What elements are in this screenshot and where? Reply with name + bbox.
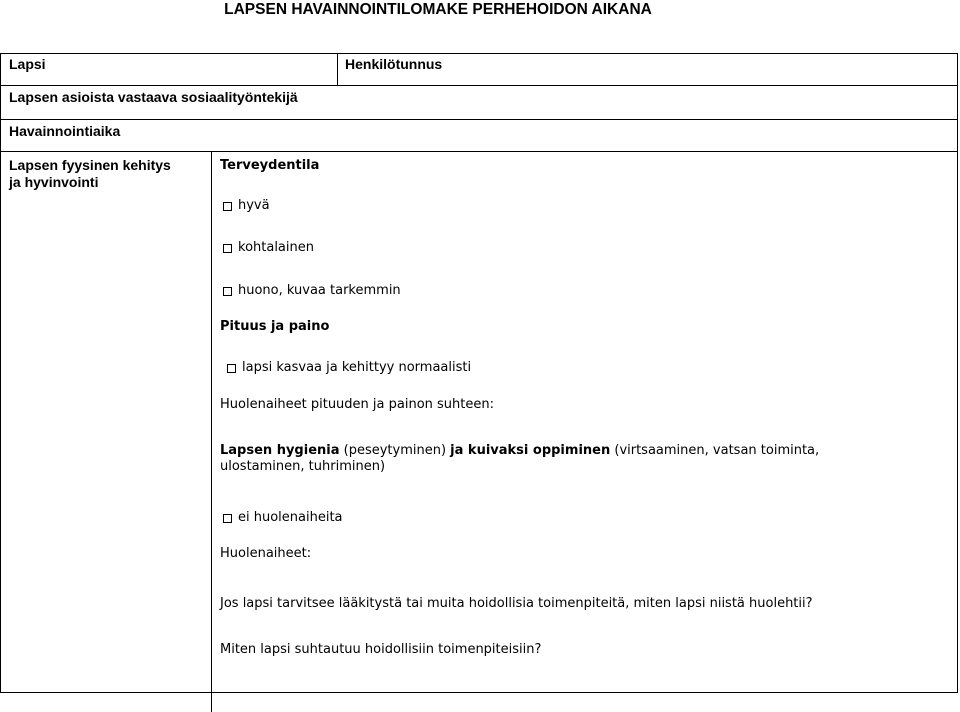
hygiene-heading (220, 443, 880, 475)
section-divider (211, 152, 212, 712)
row-divider (337, 54, 338, 85)
hygiene-option-no-concerns[interactable] (223, 510, 343, 526)
health-option-poor[interactable] (223, 283, 401, 299)
hygiene-concerns-label: Huolenaiheet: (220, 546, 312, 561)
observation-form (0, 53, 958, 693)
health-heading: Terveydentila (220, 158, 320, 173)
health-option-moderate[interactable] (223, 240, 314, 256)
checkbox[interactable] (223, 514, 232, 523)
observation-period-label: Havainnointiaika (9, 123, 121, 139)
physical-label-line2: ja hyvinvointi (9, 174, 99, 190)
form-title: LAPSEN HAVAINNOINTILOMAKE PERHEHOIDON AIKANA (224, 1, 652, 18)
hygiene-text-2: (virtsaaminen, vatsan toiminta, ulostaminen, tuhriminen) (220, 443, 820, 474)
row-physical-development (1, 152, 957, 712)
option-label: hyvä (238, 198, 270, 213)
child-label: Lapsi (9, 56, 46, 72)
health-option-good[interactable] (223, 198, 270, 214)
option-label: kohtalainen (238, 240, 314, 255)
social-worker-label: Lapsen asioista vastaava sosiaalityöntekijä (9, 89, 298, 105)
hygiene-bold-1: Lapsen hygienia (220, 443, 340, 458)
checkbox[interactable] (223, 287, 232, 296)
checkbox[interactable] (223, 244, 232, 253)
row-child-ssn (1, 54, 957, 86)
ssn-label: Henkilötunnus (345, 56, 443, 72)
row-observation-period (1, 120, 957, 152)
physical-label-line1: Lapsen fyysinen kehitys (9, 157, 171, 173)
growth-heading: Pituus ja paino (220, 319, 330, 334)
option-label: ei huolenaiheita (238, 510, 343, 525)
medication-question: Jos lapsi tarvitsee lääkitystä tai muita hoidollisia toimenpiteitä, miten lapsi niistä huolehtii? (220, 596, 813, 611)
hygiene-text-1: (peseytyminen) (339, 443, 451, 458)
option-label: lapsi kasvaa ja kehittyy normaalisti (242, 360, 472, 375)
option-label: huono, kuvaa tarkemmin (238, 283, 401, 298)
growth-option-normal[interactable] (227, 360, 471, 376)
checkbox[interactable] (223, 202, 232, 211)
checkbox[interactable] (227, 364, 236, 373)
hygiene-bold-2: ja kuivaksi oppiminen (450, 443, 611, 458)
attitude-question: Miten lapsi suhtautuu hoidollisiin toimenpiteisiin? (220, 642, 542, 657)
growth-concerns-label: Huolenaiheet pituuden ja painon suhteen: (220, 397, 494, 412)
row-social-worker (1, 86, 957, 120)
